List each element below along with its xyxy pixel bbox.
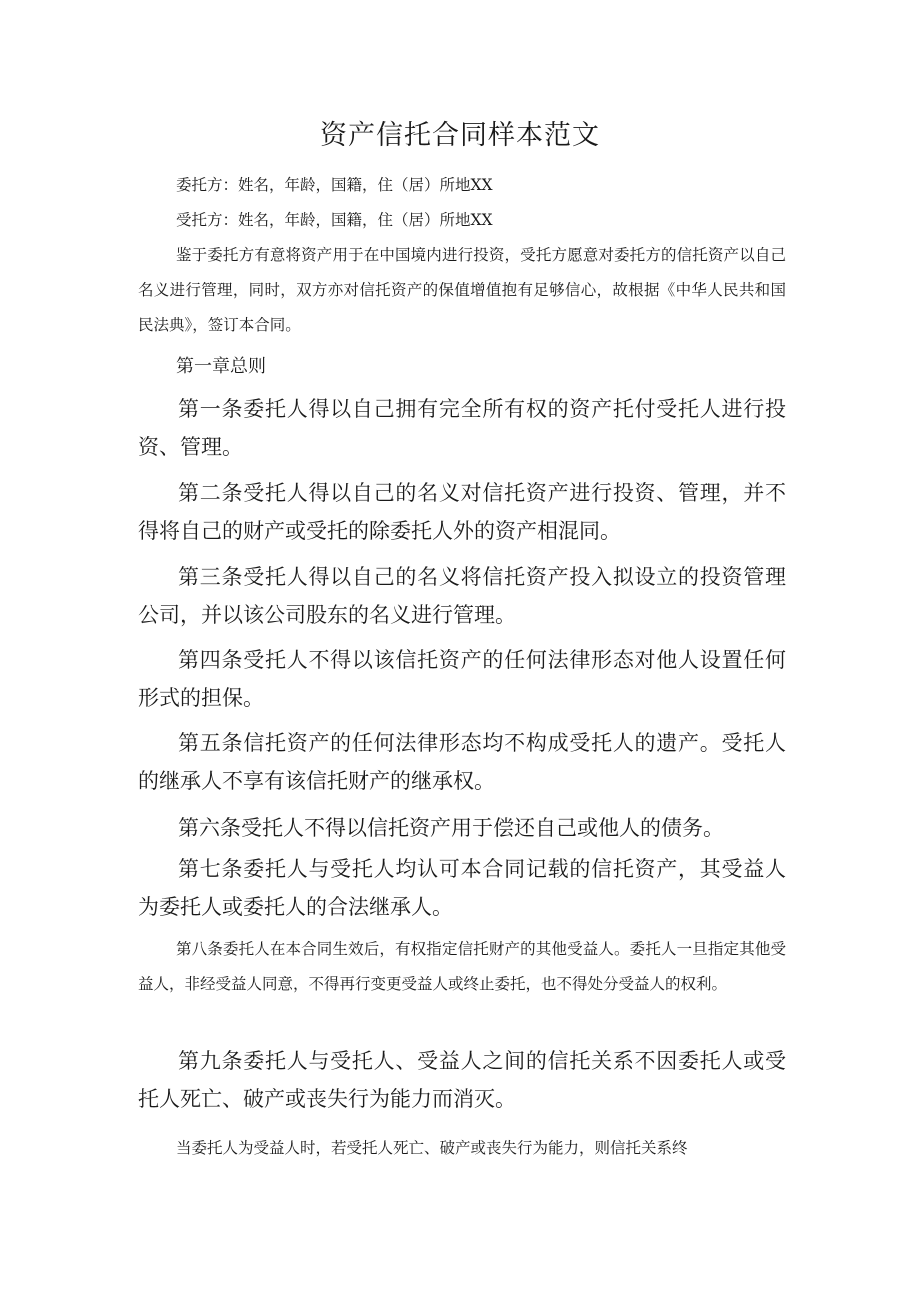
article-9: 第九条委托人与受托人、受益人之间的信托关系不因委托人或受托人死亡、破产或丧失行为能力而消灭。 xyxy=(138,1049,786,1111)
article-3: 第三条受托人得以自己的名义将信托资产投入拟设立的投资管理公司，并以该公司股东的名义进行管理。 xyxy=(138,565,786,627)
article-7: 第七条委托人与受托人均认可本合同记载的信托资产，其受益人为委托人或委托人的合法继承人。 xyxy=(138,857,786,919)
article-8: 第八条委托人在本合同生效后，有权指定信托财产的其他受益人。委托人一旦指定其他受益人，非经受益人同意，不得再行变更受益人或终止委托，也不得处分受益人的权利。 xyxy=(138,940,786,993)
principal-line: 委托方：姓名，年龄，国籍，住（居）所地XX xyxy=(176,176,493,194)
article-5: 第五条信托资产的任何法律形态均不构成受托人的遗产。受托人的继承人不享有该信托财产的继承权。 xyxy=(138,731,786,793)
article-4: 第四条受托人不得以该信托资产的任何法律形态对他人设置任何形式的担保。 xyxy=(138,648,786,710)
trailing-paragraph: 当委托人为受益人时，若受托人死亡、破产或丧失行为能力，则信托关系终 xyxy=(176,1139,688,1157)
document-title: 资产信托合同样本范文 xyxy=(320,120,600,151)
article-2: 第二条受托人得以自己的名义对信托资产进行投资、管理，并不得将自己的财产或受托的除委托人外的资产相混同。 xyxy=(138,481,786,543)
trustee-line: 受托方：姓名，年龄，国籍，住（居）所地XX xyxy=(176,211,493,229)
article-6: 第六条受托人不得以信托资产用于偿还自己或他人的债务。 xyxy=(178,816,724,840)
chapter-heading: 第一章总则 xyxy=(176,356,266,377)
article-1: 第一条委托人得以自己拥有完全所有权的资产托付受托人进行投资、管理。 xyxy=(138,397,786,459)
preamble-paragraph: 鉴于委托方有意将资产用于在中国境内进行投资，受托方愿意对委托方的信托资产以自己名义进行管理，同时，双方亦对信托资产的保值增值抱有足够信心，故根据《中华人民共和国民法典》，签订本合同。 xyxy=(138,246,786,334)
